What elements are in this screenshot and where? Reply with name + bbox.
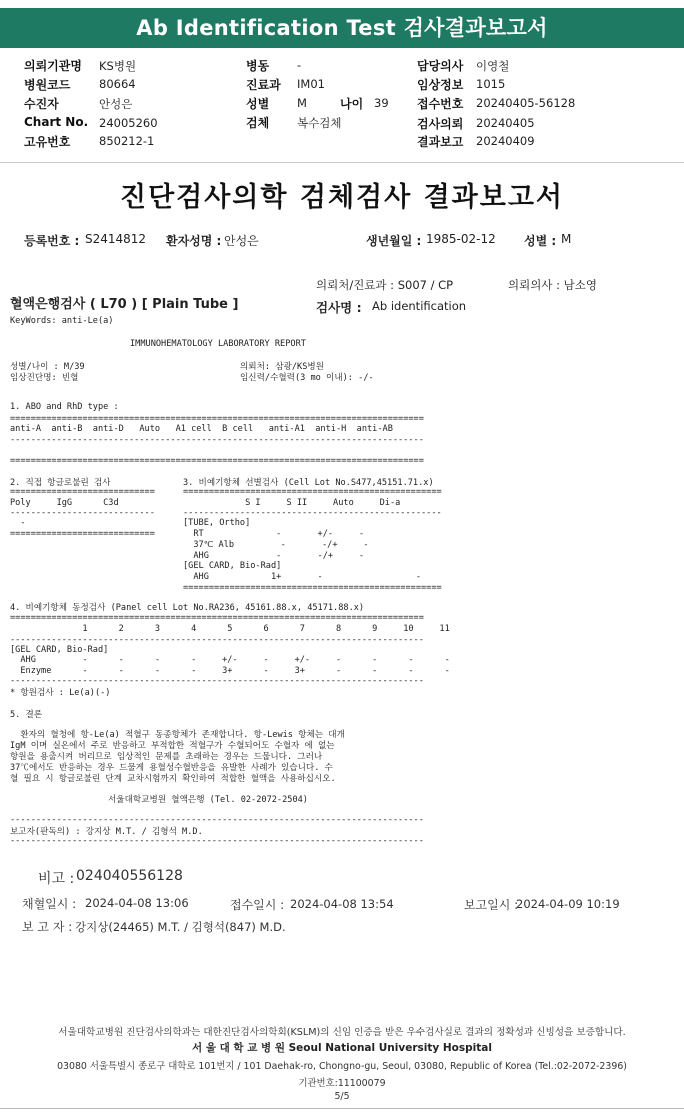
report-line: IgM 이며 실온에서 주로 반응하고 부적합한 적혈구가 수혈되어도 수혈자 에 없는 (10, 741, 335, 751)
report-line: ================================================================================ (10, 613, 424, 623)
report-line: ============================ (10, 529, 155, 539)
clinical-label: 임상정보 (417, 78, 464, 92)
doctor-value: 이영철 (476, 59, 510, 73)
report-line: 2. 직접 항글로불린 검사 (10, 478, 111, 488)
age-label: 나이 (340, 97, 364, 111)
report-line: 1 2 3 4 5 6 7 8 9 10 11 (10, 624, 450, 634)
report-line: -------------------------------------------------------------------------------- (10, 635, 424, 645)
report-line: 37℃ Alb - -/+ - (183, 540, 369, 550)
code-label: 병원코드 (24, 78, 71, 92)
report-title: 진단검사의학 검체검사 결과보고서 (119, 182, 565, 213)
receipt-label: 접수번호 (417, 97, 464, 111)
receipt-value: 20240405-56128 (476, 96, 576, 110)
hospital-label: 의뢰기관명 (24, 59, 82, 73)
report-line: -------------------------------------------------------------------------------- (10, 815, 424, 825)
report-line: ================================================== (183, 487, 442, 497)
specimen-label: 검체 (246, 116, 270, 130)
report-line: 1. ABO and RhD type : (10, 402, 119, 412)
report-line: 37℃에서도 반응하는 경우 드물게 용혈성수혈반응을 유발한 사례가 있습니다. 수 (10, 763, 333, 773)
report-line: ================================================================================ (10, 414, 424, 424)
report-line: Enzyme - - - - 3+ - 3+ - - - - (10, 666, 450, 676)
uid-value: 850212-1 (99, 134, 155, 148)
banner-title: Ab Identification Test 검사결과보고서 (136, 16, 548, 40)
reporter-label: 보 고 자 : (22, 920, 73, 934)
hospital-value: KS병원 (99, 59, 137, 73)
report-line: -------------------------------------------------- (183, 508, 442, 518)
report-line: RT - +/- - (183, 529, 365, 539)
remark-label: 비고 : (38, 871, 75, 887)
report-line: ================================================================================ (10, 456, 424, 466)
institution-number: 기관번호:11100079 (298, 1078, 386, 1089)
report-line: 성별/나이 : M/39 (10, 362, 85, 372)
report-line: 혈 필요 시 항글로불린 단계 교차시험까지 확인하여 적합한 혈액을 사용하십시오. (10, 774, 336, 784)
reporter-value: 강지상(24465) M.T. / 김형석(847) M.D. (75, 920, 286, 934)
report-line: ---------------------------- (10, 508, 155, 518)
ward-label: 병동 (246, 59, 270, 73)
request-label: 검사의뢰 (417, 117, 464, 131)
report-line: 환자의 혈청에 항-Le(a) 적혈구 동종항체가 존재합니다. 항-Lewis 항체는 대개 (10, 730, 345, 740)
report-line: ============================ (10, 487, 155, 497)
ward-value: - (297, 58, 302, 72)
dob-value: 1985-02-12 (426, 232, 496, 246)
sex-label-2: 성별 : (524, 234, 557, 248)
report-time-value: 2024-04-09 10:19 (516, 897, 620, 911)
report-line: [TUBE, Ortho] (183, 518, 251, 528)
report-line: S I S II Auto Di-a (183, 498, 401, 508)
report-line: 항원을 용출시켜 버리므로 임상적인 문제를 초래하는 경우는 드뭅니다. 그러나 (10, 752, 323, 762)
test-name-value: Ab identification (372, 299, 467, 313)
receive-label: 접수일시 : (230, 898, 285, 912)
report-line: AHG - - - - +/- - +/- - - - - (10, 655, 450, 665)
test-group: 혈액은행검사 ( L70 ) [ Plain Tube ] (10, 297, 239, 312)
dept-label: 진료과 (246, 78, 281, 92)
footer-hospital-name: 서 울 대 학 교 병 원 Seoul National University Hospital (192, 1042, 492, 1054)
report-line: 3. 비예기항체 선별검사 (Cell Lot No.S477,45151.71.x) (183, 478, 434, 488)
request-value: 20240405 (476, 116, 535, 130)
dob-label: 생년월일 : (366, 234, 422, 248)
doctor-label: 담당의사 (417, 59, 464, 73)
report-line: * 항원검사 : Le(a)(-) (10, 688, 111, 698)
report-line: 4. 비예기항체 동정검사 (Panel cell Lot No.RA236, 45161.88.x, 45171.88.x) (10, 603, 365, 613)
collect-label: 채혈일시 : (22, 897, 77, 911)
footer-address: 03080 서울특별시 종로구 대학로 101번지 / 101 Daehak-ro, Chongno-gu, Seoul, 03080, Republic of Korea (Tel.:02-2072-2396) (57, 1061, 627, 1072)
report-line: ================================================== (183, 583, 442, 593)
report-value: 20240409 (476, 134, 535, 148)
reg-value: S2414812 (85, 232, 147, 246)
patient-label: 수진자 (24, 97, 59, 111)
age-value: 39 (374, 96, 389, 110)
report-label: 결과보고 (417, 135, 464, 149)
report-line: AHG - -/+ - (183, 551, 365, 561)
report-time-label: 보고일시 : (464, 898, 519, 912)
report-line: 임상진단명: 빈혈 (10, 373, 79, 383)
report-line: - (10, 518, 26, 528)
chart-label: Chart No. (24, 115, 89, 129)
name-label: 환자성명 : (166, 234, 222, 248)
sex-value: M (297, 96, 307, 110)
report-line: [GEL CARD, Bio-Rad] (183, 561, 282, 571)
report-line: 보고자(판독의) : 강지상 M.T. / 김형석 M.D. (10, 827, 203, 837)
header-divider (0, 162, 684, 163)
receive-value: 2024-04-08 13:54 (290, 897, 394, 911)
report-line: -------------------------------------------------------------------------------- (10, 676, 424, 686)
report-line: anti-A anti-B anti-D Auto A1 cell B cell anti-A1 anti-H anti-AB (10, 424, 393, 434)
report-line: 5. 결론 (10, 710, 43, 720)
page-number: 5/5 (334, 1091, 350, 1102)
test-name-label: 검사명 : (316, 300, 362, 315)
reg-label: 등록번호 : (24, 234, 80, 248)
chart-value: 24005260 (99, 116, 158, 130)
report-line: Poly IgG C3d (10, 498, 119, 508)
patient-value: 안성은 (99, 97, 133, 111)
certification-text: 서울대학교병원 진단검사의학과는 대한진단검사의학회(KSLM)의 신임 인증을 받은 우수검사실로 결과의 정확성과 신빙성을 보증합니다. (58, 1027, 626, 1038)
sex-value-2: M (561, 232, 572, 246)
remark-value: 024040556128 (76, 868, 183, 884)
report-line: 임신력/수혈력(3 mo 이내): -/- (240, 373, 374, 383)
report-line: AHG 1+ - - (183, 572, 421, 582)
report-line: 의뢰처: 삼광/KS병원 (240, 362, 324, 372)
sex-label: 성별 (246, 97, 270, 111)
requesting-doctor-text: 의뢰의사 : 남소영 (508, 278, 597, 292)
code-value: 80664 (99, 77, 136, 91)
clinical-value: 1015 (476, 77, 506, 91)
report-line: KeyWords: anti-Le(a) (10, 316, 114, 326)
report-line: -------------------------------------------------------------------------------- (10, 435, 424, 445)
requester-text: 의뢰처/진료과 : S007 / CP (316, 278, 454, 292)
footer-divider (0, 1108, 684, 1109)
report-line: IMMUNOHEMATOLOGY LABORATORY REPORT (130, 339, 306, 349)
name-value: 안성은 (224, 234, 259, 248)
collect-value: 2024-04-08 13:06 (85, 896, 189, 910)
uid-label: 고유번호 (24, 135, 71, 149)
dept-value: IM01 (297, 77, 325, 91)
report-line: -------------------------------------------------------------------------------- (10, 836, 424, 846)
specimen-value: 복수검체 (297, 116, 342, 130)
report-line: [GEL CARD, Bio-Rad] (10, 645, 109, 655)
report-line: 서울대학교병원 혈액은행 (Tel. 02-2072-2504) (108, 795, 308, 805)
